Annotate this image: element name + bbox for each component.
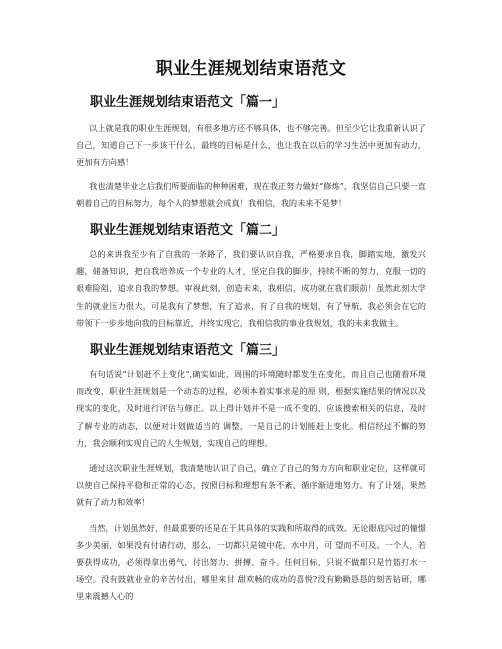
section-heading: 职业生涯规划结束语范文「篇三」 xyxy=(90,343,286,359)
section-heading: 职业生涯规划结束语范文「篇二」 xyxy=(90,223,286,239)
paragraph: 当然，计划虽然好，但最重要的还是在于其具体的实践和所取得的成效。无论眼底闪过的憧憬多少美丽，如果没有付诸行动，那么，一切都只是镜中花，水中月，可 望而不可及。一个人，若要获得成功，必须得拿出勇气，付出努力、拼搏、奋斗。任何目标，只说不做都只是竹篮打水一场空。没有鼓就业业的辛苦付出，哪里来甘 甜欢畅的成功的喜悦?没有勤勤恳恳的刻苦钻研，哪里来震撼人心的 xyxy=(76,522,426,602)
paragraph: 有句话说“计划赶不上变化”,确实如此，周围的环境随时都发生在变化，而且自己也随着环境而改变，职业生涯规划是一个动态的过程，必须本着实事求是的原 则，根据实施结果的情况以及现实的变化，及时进行评估与修正。以上得计划并不是一成不变的，应该搜索相关的信息，及时了解专业的动态，以便对计划做适当的 调整，一是自己的计划能赶上变化。相信经过不懈的努力，我会顺利实现自己的人生规划，实现自己的理想。 xyxy=(76,369,426,448)
paragraph: 我也清楚毕业之后我们所要面临的种种困难，现在我正努力做好“修炼”，我坚信自己只要一直朝着自己的目标努力，每个人的梦想就会成真！我相信，我的未来不是梦！ xyxy=(76,180,426,208)
paragraph: 通过这次职业生涯规划，我清楚地认识了自己，确立了自己的努力方向和职业定位，这样就可以使自己保持平稳和正常的心态，按照目标和理想有条不紊、循序渐进地努力。有了计划，果然就有了动力和效率！ xyxy=(76,463,426,508)
section-1 xyxy=(76,94,426,212)
section-heading: 职业生涯规划结束语范文「篇一」 xyxy=(90,95,286,110)
paragraph: 以上就是我的职业生涯规划，有很多地方还不够具体，也不够完善。但至少它让我重新认识了自己，知道自己下一步该干什么，最终的目标是什么，也让我在以后的学习生活中更加有动力，更加有方向感！ xyxy=(76,123,426,168)
section-2 xyxy=(76,222,426,332)
section-3 xyxy=(76,342,426,606)
paragraph: 总的来讲我至少有了自我的一条路了，我们要认识自我，严格要求自我，脚踏实地，激发兴趣，储备知识，把自我培养成一个专业的人才，坚定自我的脚步，持续不断的努力，克服一切的艰难险阻，追求自我的梦想。审视此刻，创造未来，我相信，成功就在我们眼前！虽然此刻大学生的就业压力很大，可是我有了梦想，有了追求，有了自我的规划，有了导航，我必须会在它的带领下一步步地向我的目标靠近，并终实现它，我相信我的事业我规划，我的未来我做主。 xyxy=(76,249,426,328)
document-title: 职业生涯规划结束语范文 xyxy=(155,59,347,79)
